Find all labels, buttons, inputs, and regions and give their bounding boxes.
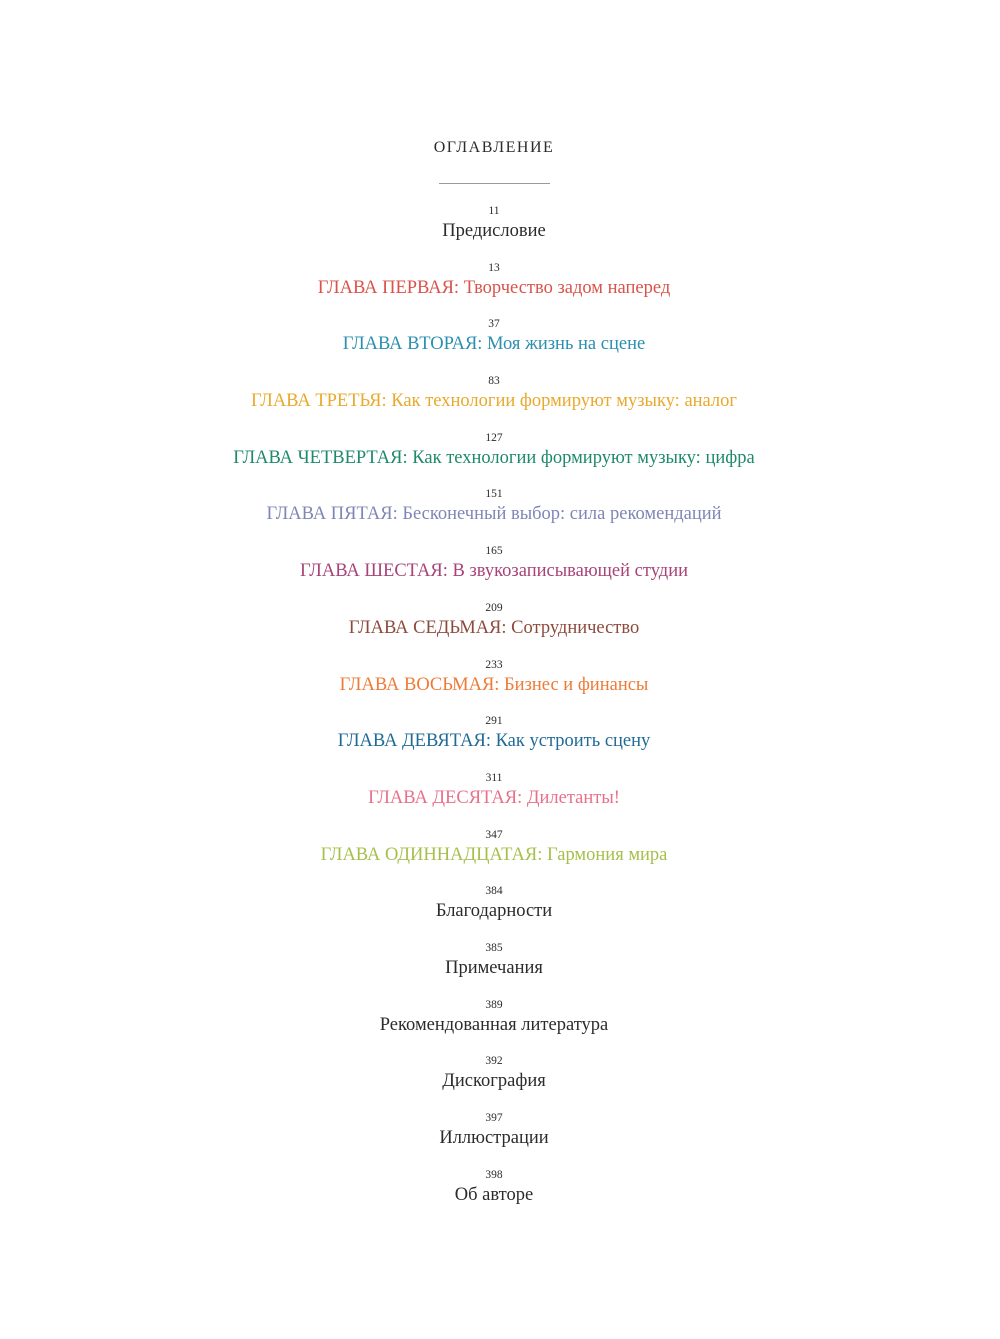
page-title: ОГЛАВЛЕНИЕ bbox=[433, 139, 555, 156]
toc-entry-title[interactable]: Примечания bbox=[445, 957, 543, 978]
toc-entry-title[interactable]: Об авторе bbox=[454, 1184, 534, 1205]
toc-entry-title[interactable]: ГЛАВА ТРЕТЬЯ: Как технологии формируют музыку: аналог bbox=[250, 391, 738, 412]
toc-entry-title[interactable]: ГЛАВА ПЕРВАЯ: Творчество задом наперед bbox=[317, 277, 671, 298]
toc-entry[interactable] bbox=[0, 430, 988, 487]
toc-entry-title[interactable]: Рекомендованная литература bbox=[379, 1014, 609, 1035]
toc-entry[interactable] bbox=[0, 827, 988, 884]
toc-entry-title[interactable]: Иллюстрации bbox=[439, 1128, 549, 1148]
toc-entry[interactable] bbox=[0, 543, 988, 600]
toc-page-number: 13 bbox=[488, 261, 500, 274]
toc-entry-title[interactable]: ГЛАВА ВТОРАЯ: Моя жизнь на сцене bbox=[342, 334, 646, 355]
toc-entry-title[interactable]: ГЛАВА ДЕСЯТАЯ: Дилетанты! bbox=[368, 787, 620, 808]
toc-page-number: 392 bbox=[485, 1055, 503, 1068]
toc-page-number: 385 bbox=[485, 941, 503, 954]
toc-entry[interactable] bbox=[0, 260, 988, 317]
toc-entry-title[interactable]: ГЛАВА ЧЕТВЕРТАЯ: Как технологии формируют музыку: цифра bbox=[233, 447, 755, 468]
toc-entry[interactable] bbox=[0, 770, 988, 827]
toc-page-number: 233 bbox=[485, 658, 503, 671]
toc-page-number: 397 bbox=[485, 1112, 503, 1124]
toc-entry-title[interactable]: Предисловие bbox=[442, 221, 546, 241]
toc-entry-title[interactable]: Благодарности bbox=[435, 901, 553, 922]
toc-page-number: 165 bbox=[485, 545, 503, 558]
toc-page-number: 347 bbox=[485, 828, 503, 841]
toc-page-number: 83 bbox=[488, 375, 500, 388]
toc-entry[interactable] bbox=[0, 486, 988, 543]
toc-page-number: 127 bbox=[485, 431, 503, 444]
toc-entry[interactable] bbox=[0, 997, 988, 1054]
toc-page-number: 384 bbox=[485, 885, 503, 898]
toc-entry-title[interactable]: ГЛАВА ВОСЬМАЯ: Бизнес и финансы bbox=[339, 674, 649, 695]
toc-page-number: 389 bbox=[485, 998, 503, 1011]
toc-entry-title[interactable]: ГЛАВА ПЯТАЯ: Бесконечный выбор: сила рекомендаций bbox=[266, 504, 722, 525]
toc-entry-title[interactable]: Дискография bbox=[442, 1071, 546, 1092]
toc-entry[interactable] bbox=[0, 940, 988, 997]
toc-page-number: 311 bbox=[485, 771, 503, 784]
heading-divider bbox=[439, 183, 550, 184]
toc-page-number: 11 bbox=[488, 205, 500, 217]
toc-entry[interactable] bbox=[0, 713, 988, 770]
toc-entry[interactable] bbox=[0, 657, 988, 714]
toc-list bbox=[0, 203, 988, 1223]
toc-entry[interactable] bbox=[0, 1167, 988, 1224]
toc-entry[interactable] bbox=[0, 1110, 988, 1167]
toc-entry[interactable] bbox=[0, 373, 988, 430]
toc-entry[interactable] bbox=[0, 883, 988, 940]
toc-page-number: 291 bbox=[485, 715, 503, 728]
toc-page-number: 398 bbox=[485, 1168, 503, 1181]
toc-entry[interactable] bbox=[0, 203, 988, 260]
toc-page-number: 37 bbox=[488, 318, 500, 331]
toc-entry-title[interactable]: ГЛАВА ШЕСТАЯ: В звукозаписывающей студии bbox=[299, 561, 688, 582]
toc-entry-title[interactable]: ГЛАВА СЕДЬМАЯ: Сотрудничество bbox=[348, 617, 640, 638]
toc-entry-title[interactable]: ГЛАВА ДЕВЯТАЯ: Как устроить сцену bbox=[337, 731, 651, 752]
toc-entry[interactable] bbox=[0, 600, 988, 657]
toc-entry[interactable] bbox=[0, 316, 988, 373]
toc-entry-title[interactable]: ГЛАВА ОДИННАДЦАТАЯ: Гармония мира bbox=[320, 844, 668, 865]
toc-page-number: 209 bbox=[485, 601, 503, 614]
toc-entry[interactable] bbox=[0, 1053, 988, 1110]
toc-page-number: 151 bbox=[485, 488, 503, 501]
